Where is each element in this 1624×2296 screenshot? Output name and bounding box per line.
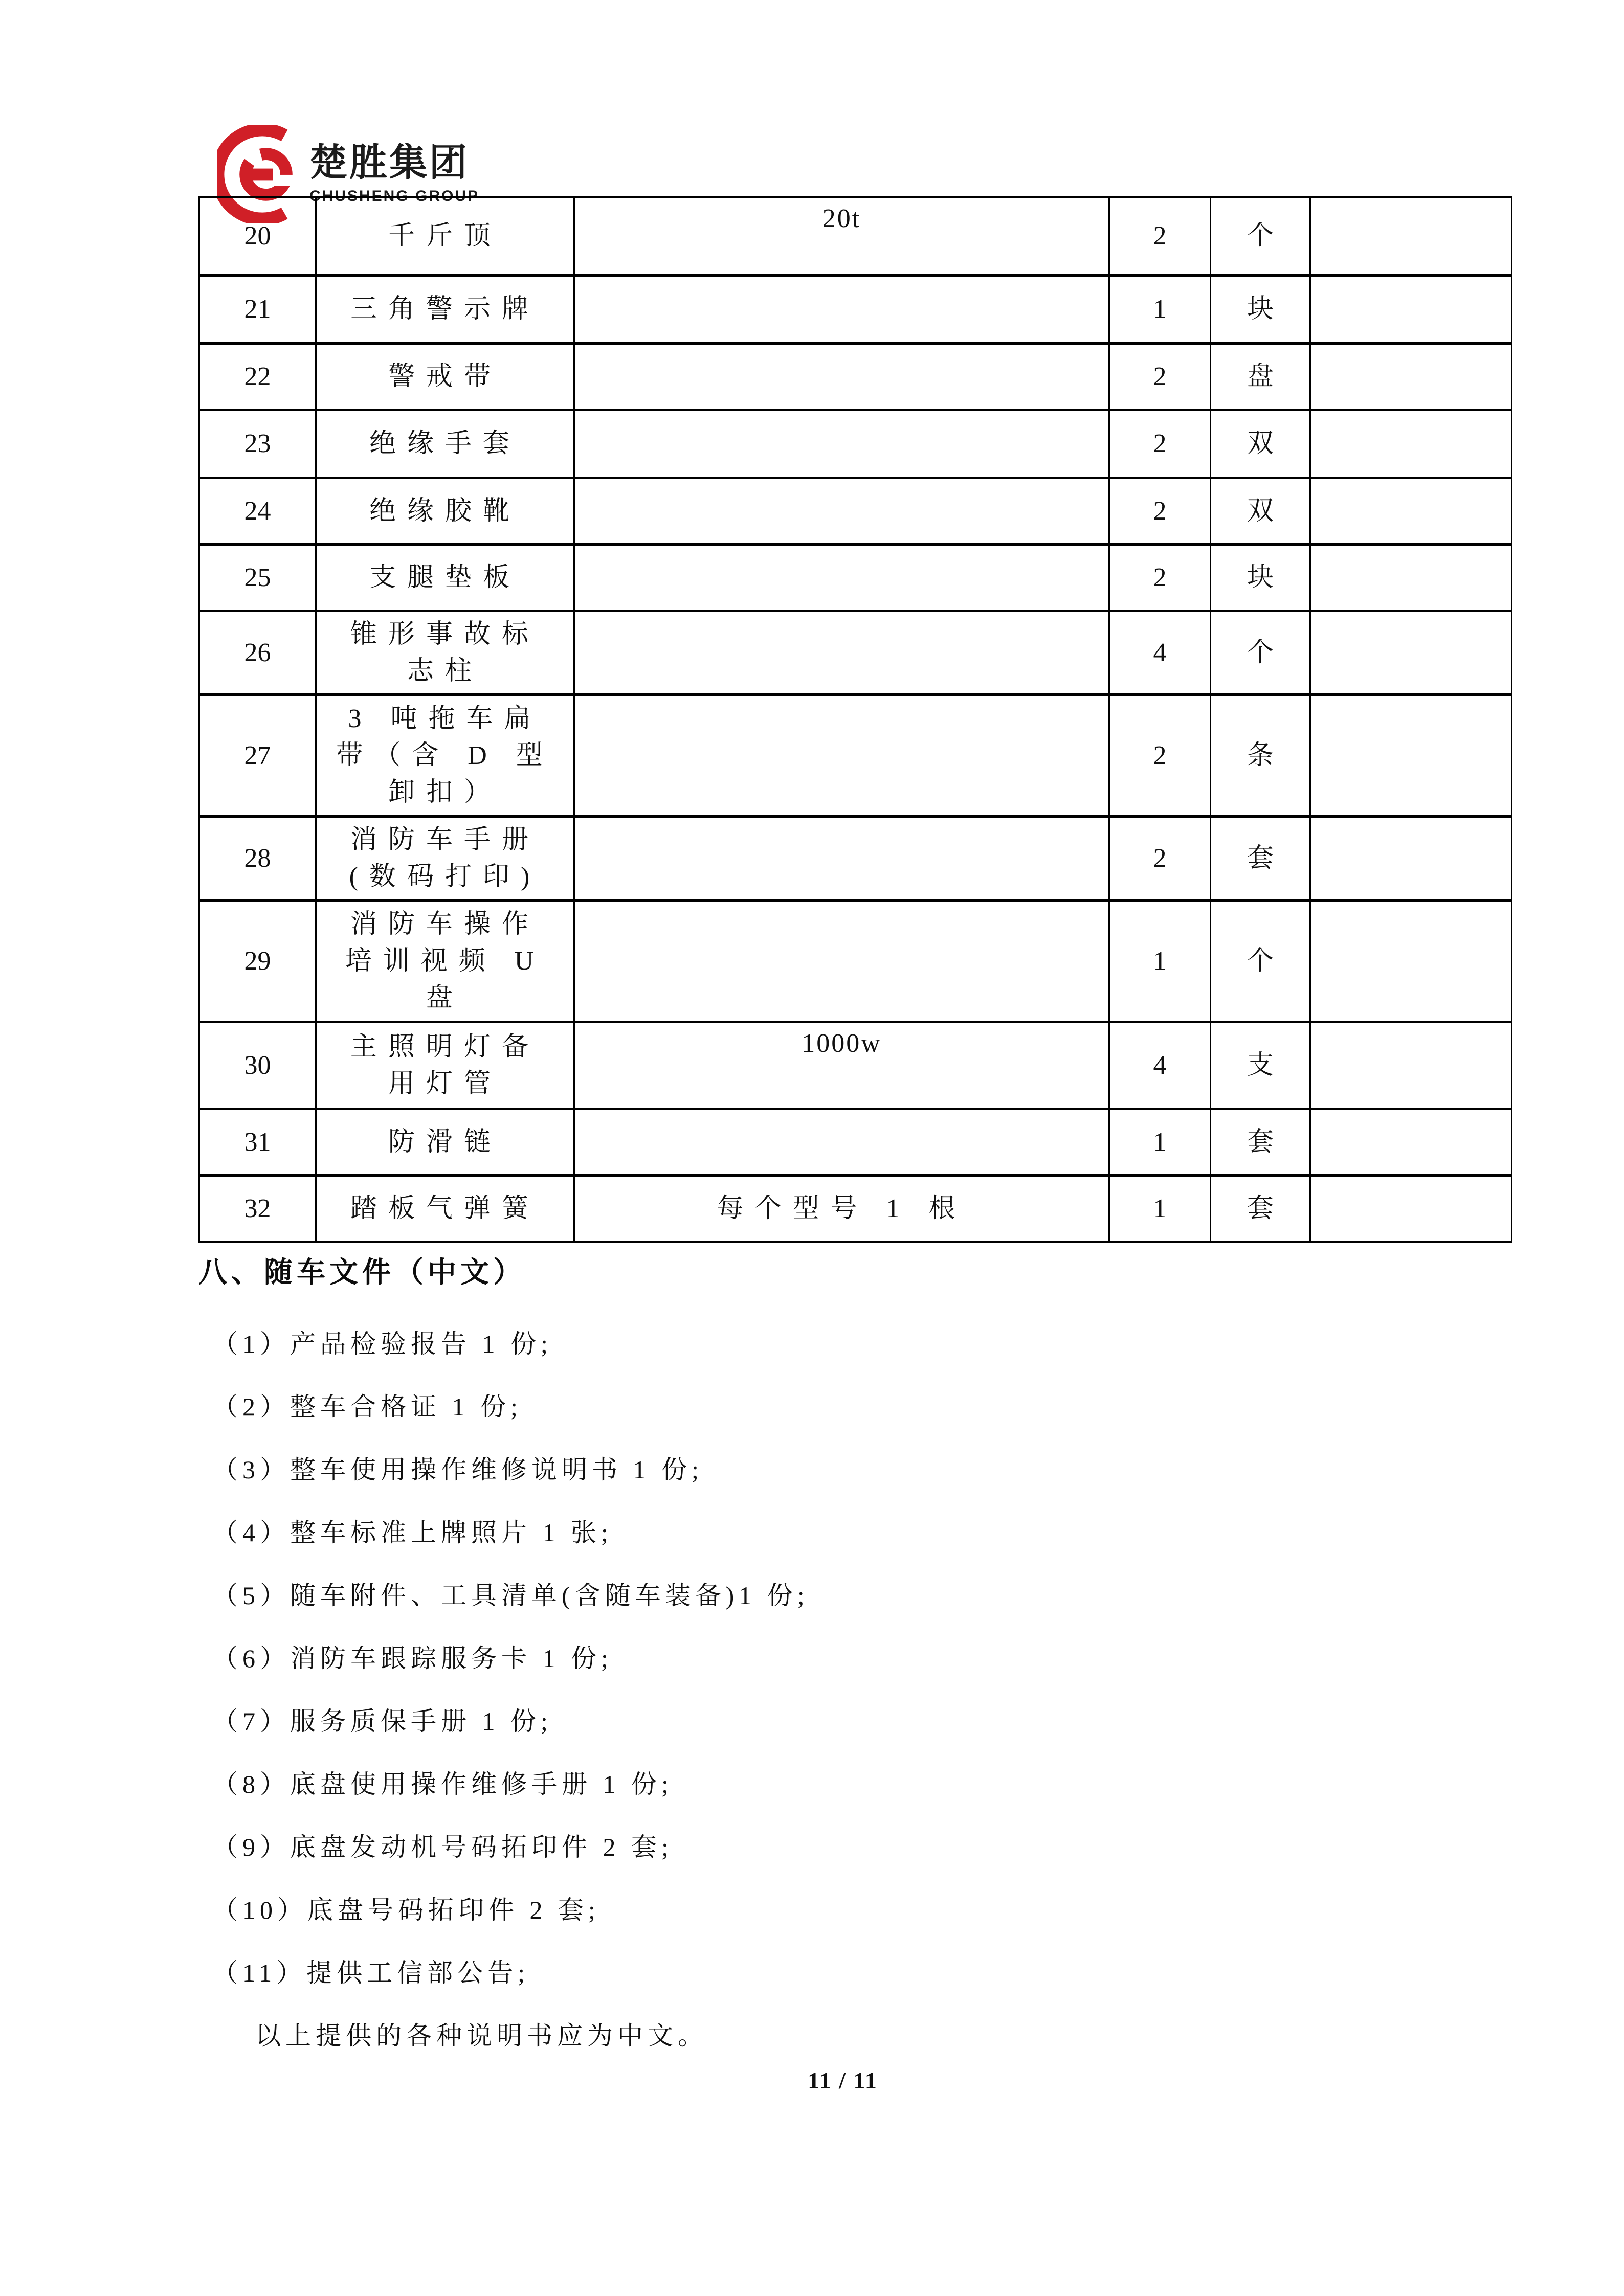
cell-item-name: 支腿垫板 xyxy=(316,545,574,611)
logo-subtitle: CHUSHENG GROUP xyxy=(309,188,480,205)
cell-unit: 套 xyxy=(1211,1176,1310,1242)
cell-row-number: 20 xyxy=(199,197,316,276)
cell-unit: 个 xyxy=(1211,611,1310,695)
cell-unit: 双 xyxy=(1211,478,1310,545)
cell-remark xyxy=(1310,817,1512,901)
table-row xyxy=(199,1176,1512,1242)
cell-spec xyxy=(574,695,1109,817)
cell-quantity: 2 xyxy=(1109,695,1211,817)
cell-remark xyxy=(1310,197,1512,276)
cell-unit: 支 xyxy=(1211,1022,1310,1109)
list-item: （11）提供工信部公告; xyxy=(212,1958,530,1987)
cell-quantity: 2 xyxy=(1109,817,1211,901)
cell-remark xyxy=(1310,695,1512,817)
list-item: （1）产品检验报告 1 份; xyxy=(212,1329,552,1358)
cell-unit: 条 xyxy=(1211,695,1310,817)
cell-item-name: 绝缘手套 xyxy=(316,410,574,478)
cell-quantity: 1 xyxy=(1109,1109,1211,1176)
table-row xyxy=(199,410,1512,478)
cell-item-name: 消防车手册(数码打印) xyxy=(316,817,574,901)
cell-spec xyxy=(574,478,1109,545)
cell-unit: 盘 xyxy=(1211,344,1310,410)
cell-row-number: 23 xyxy=(199,410,316,478)
table-row xyxy=(199,344,1512,410)
cell-spec xyxy=(574,344,1109,410)
cell-unit: 双 xyxy=(1211,410,1310,478)
cell-row-number: 30 xyxy=(199,1022,316,1109)
cell-quantity: 2 xyxy=(1109,197,1211,276)
cell-spec: 1000w xyxy=(574,1022,1109,1109)
cell-item-name: 警戒带 xyxy=(316,344,574,410)
cell-item-name: 绝缘胶靴 xyxy=(316,478,574,545)
cell-spec: 每个型号 1 根 xyxy=(574,1176,1109,1242)
table-row xyxy=(199,276,1512,344)
list-item: （9）底盘发动机号码拓印件 2 套; xyxy=(212,1832,673,1861)
cell-spec: 20t xyxy=(574,197,1109,276)
cell-quantity: 4 xyxy=(1109,611,1211,695)
cell-remark xyxy=(1310,478,1512,545)
cell-row-number: 32 xyxy=(199,1176,316,1242)
list-item: （5）随车附件、工具清单(含随车装备)1 份; xyxy=(212,1581,809,1610)
cell-unit: 个 xyxy=(1211,197,1310,276)
cell-remark xyxy=(1310,344,1512,410)
cell-item-name: 踏板气弹簧 xyxy=(316,1176,574,1242)
table-row xyxy=(199,901,1512,1022)
list-item: （10）底盘号码拓印件 2 套; xyxy=(212,1895,600,1924)
cell-item-name: 千斤顶 xyxy=(316,197,574,276)
table-row xyxy=(199,817,1512,901)
documents-list xyxy=(212,1310,1440,2065)
cell-item-name: 消防车操作培训视频 U 盘 xyxy=(316,901,574,1022)
cell-row-number: 31 xyxy=(199,1109,316,1176)
table-row xyxy=(199,1022,1512,1109)
table-row xyxy=(199,197,1512,276)
cell-quantity: 1 xyxy=(1109,1176,1211,1242)
cell-spec xyxy=(574,545,1109,611)
cell-row-number: 21 xyxy=(199,276,316,344)
cell-remark xyxy=(1310,410,1512,478)
cell-quantity: 1 xyxy=(1109,276,1211,344)
table-row xyxy=(199,611,1512,695)
page-number: 11 / 11 xyxy=(808,2067,878,2094)
list-item: （3）整车使用操作维修说明书 1 份; xyxy=(212,1455,703,1484)
logo-title: 楚胜集团 xyxy=(309,141,469,184)
cell-item-name: 防滑链 xyxy=(316,1109,574,1176)
cell-row-number: 22 xyxy=(199,344,316,410)
cell-unit: 块 xyxy=(1211,545,1310,611)
table-row xyxy=(199,1109,1512,1176)
cell-remark xyxy=(1310,1022,1512,1109)
list-item: （8）底盘使用操作维修手册 1 份; xyxy=(212,1769,673,1798)
cell-remark xyxy=(1310,901,1512,1022)
cell-quantity: 2 xyxy=(1109,344,1211,410)
cell-quantity: 4 xyxy=(1109,1022,1211,1109)
cell-item-name: 3 吨拖车扁带（含 D 型卸扣） xyxy=(316,695,574,817)
equipment-table xyxy=(198,196,1512,1243)
cell-quantity: 2 xyxy=(1109,410,1211,478)
cell-item-name: 三角警示牌 xyxy=(316,276,574,344)
cell-unit: 套 xyxy=(1211,817,1310,901)
cell-unit: 套 xyxy=(1211,1109,1310,1176)
cell-spec xyxy=(574,817,1109,901)
cell-quantity: 1 xyxy=(1109,901,1211,1022)
cell-row-number: 29 xyxy=(199,901,316,1022)
cell-row-number: 24 xyxy=(199,478,316,545)
cell-remark xyxy=(1310,545,1512,611)
list-item: （7）服务质保手册 1 份; xyxy=(212,1706,552,1736)
cell-row-number: 25 xyxy=(199,545,316,611)
table-row xyxy=(199,478,1512,545)
cell-remark xyxy=(1310,611,1512,695)
cell-spec xyxy=(574,901,1109,1022)
table-row xyxy=(199,545,1512,611)
cell-spec xyxy=(574,276,1109,344)
cell-spec xyxy=(574,410,1109,478)
cell-remark xyxy=(1310,1176,1512,1242)
cell-quantity: 2 xyxy=(1109,545,1211,611)
closing-note: 以上提供的各种说明书应为中文。 xyxy=(255,2021,708,2050)
list-item: （6）消防车跟踪服务卡 1 份; xyxy=(212,1644,613,1673)
cell-item-name: 锥形事故标志柱 xyxy=(316,611,574,695)
cell-row-number: 27 xyxy=(199,695,316,817)
cell-remark xyxy=(1310,276,1512,344)
cell-row-number: 28 xyxy=(199,817,316,901)
cell-item-name: 主照明灯备用灯管 xyxy=(316,1022,574,1109)
list-item: （2）整车合格证 1 份; xyxy=(212,1392,522,1421)
cell-spec xyxy=(574,1109,1109,1176)
table-row xyxy=(199,695,1512,817)
cell-remark xyxy=(1310,1109,1512,1176)
cell-unit: 块 xyxy=(1211,276,1310,344)
section-heading: 八、随车文件（中文） xyxy=(198,1256,526,1288)
cell-quantity: 2 xyxy=(1109,478,1211,545)
list-item: （4）整车标准上牌照片 1 张; xyxy=(212,1518,613,1547)
cell-spec xyxy=(574,611,1109,695)
cell-unit: 个 xyxy=(1211,901,1310,1022)
cell-row-number: 26 xyxy=(199,611,316,695)
